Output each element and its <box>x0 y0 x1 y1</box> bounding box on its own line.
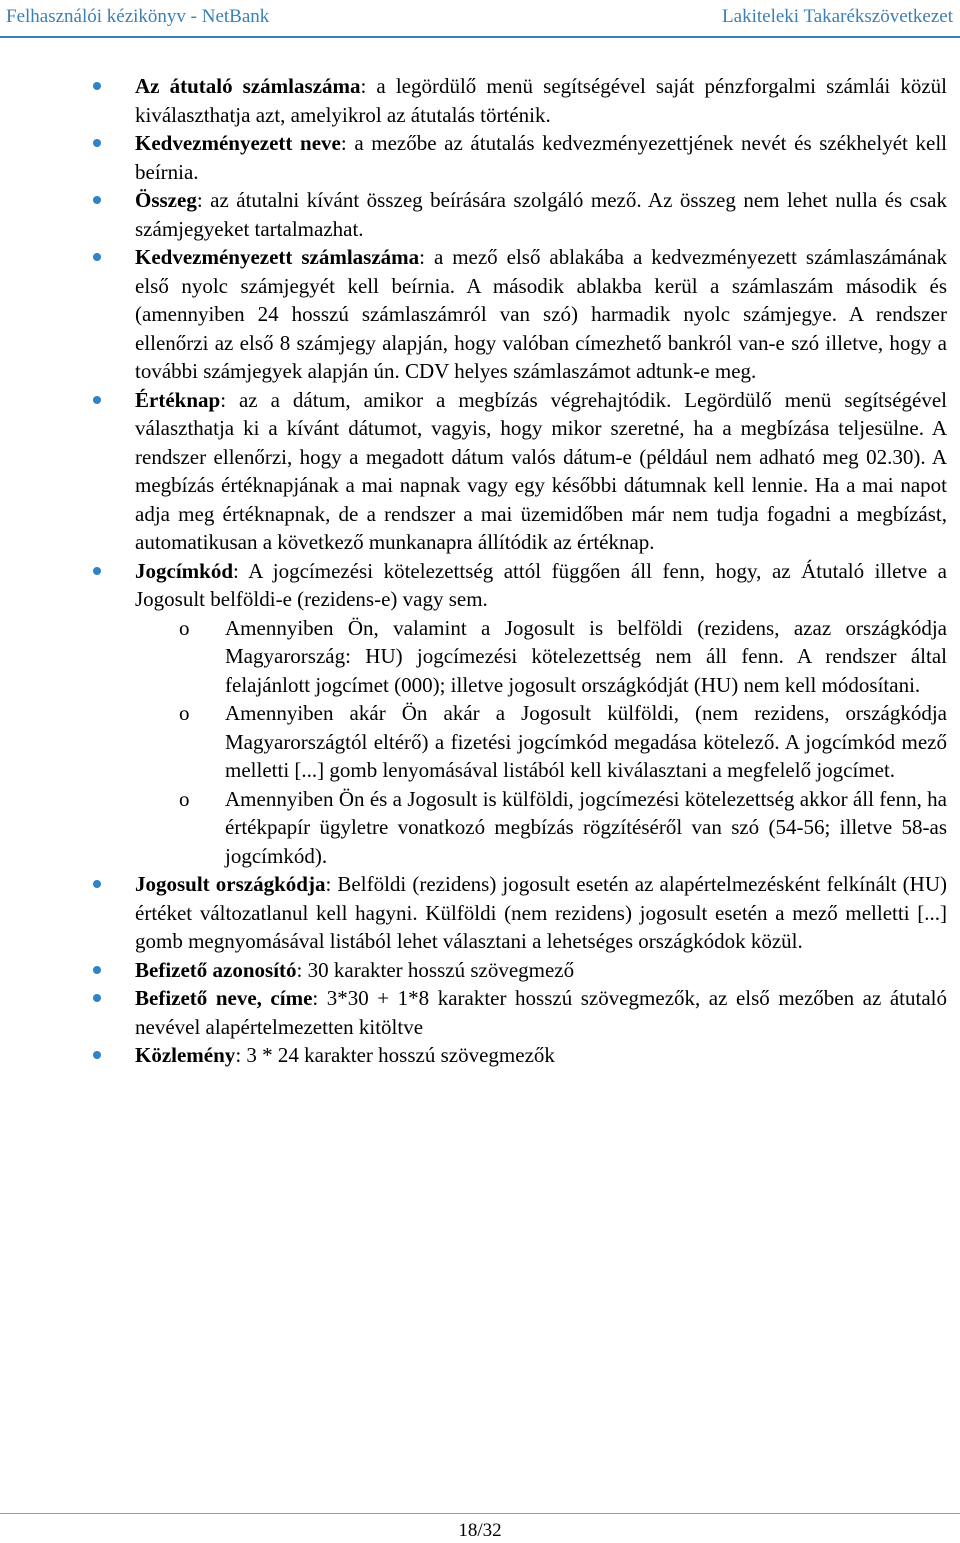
sub-item-text: Amennyiben akár Ön akár a Jogosult külföldi, (nem rezidens, országkódja Magyarországtól eltérő) a fizetési jogcímkód megadása kötelező. A jogcímkód mező melletti [...] gomb lenyomásával listából kell kiválasztani a megfelelő jogcímet. <box>225 701 947 782</box>
item-term: Kedvezményezett neve <box>135 131 341 155</box>
item-text: : 3 * 24 karakter hosszú szövegmezők <box>235 1043 555 1067</box>
bullet-icon <box>93 253 101 261</box>
list-item <box>135 557 947 614</box>
field-description-list <box>0 72 960 1070</box>
item-term: Kedvezményezett számlaszáma <box>135 245 420 269</box>
list-item <box>135 186 947 243</box>
list-item <box>135 984 947 1041</box>
bullet-icon <box>93 994 101 1002</box>
item-term: Az átutaló számlaszáma <box>135 74 361 98</box>
item-text: : Belföldi (rezidens) jogosult esetén az alapértelmezésként felkínált (HU) értéket változatlanul kell hagyni. Külföldi (nem rezidens) jogosult esetén a mező melletti [...] gomb megnyomásával listából lehet választani a lehetséges országkódok közül. <box>135 872 947 953</box>
item-term: Értéknap <box>135 387 221 412</box>
item-term: Összeg <box>135 188 197 212</box>
item-text: : a legördülő menü segítségével saját pénzforgalmi számlái közül kiválaszthatja azt, amelyikrol az átutalás történik. <box>135 74 947 127</box>
bullet-icon <box>93 567 101 575</box>
sub-item-marker: o <box>179 701 190 725</box>
page-header <box>0 0 960 34</box>
list-item <box>135 956 947 985</box>
bullet-icon <box>93 880 101 888</box>
list-item <box>135 72 947 129</box>
item-term: Befizető neve, címe <box>135 986 313 1010</box>
sub-list-item <box>179 614 947 700</box>
list-item <box>135 386 947 557</box>
item-text: : az a dátum, amikor a megbízás végrehajtódik. Legördülő menü segítségével választhatja ki a kívánt dátumot, vagyis, hogy mikor szeretné, ha a megbízása teljesülne. A rendszer ellenőrzi, hogy a megadott dátum valós dátum-e (például nem adható meg 02.30). A megbízás értéknapjának a mai napnak vagy egy későbbi dátumnak kell lennie. Ha a mai napot adja meg értéknapnak, de a rendszer a mai üzemidőben már nem tudja fogadni a megbízást, automatikusan a következő munkanapra állítódik az értéknap. <box>135 387 947 554</box>
list-item <box>135 1041 947 1070</box>
sub-list-item <box>179 785 947 871</box>
item-text: : a mező első ablakába a kedvezményezett számlaszámának első nyolc számjegyét kell beírnia. A második ablakba kerül a számlaszám második és (amennyiben 24 hosszú számlaszámról van szó) harmadik nyolc számjegye. A rendszer ellenőrzi az első 8 számjegy alapján, hogy valóban címezhető bankról van-e szó illetve, hogy a további számjegyek alapján ún. CDV helyes számlaszámot adtunk-e meg. <box>135 245 947 383</box>
list-item <box>135 870 947 956</box>
bullet-icon <box>93 82 101 90</box>
item-text: : 30 karakter hosszú szövegmező <box>296 957 575 982</box>
footer-divider <box>0 1513 960 1514</box>
item-text: : az átutalni kívánt összeg beírására szolgáló mező. Az összeg nem lehet nulla és csak számjegyeket tartalmazhat. <box>135 188 947 241</box>
list-item <box>135 243 947 386</box>
list-item <box>135 129 947 186</box>
bullet-icon <box>93 196 101 204</box>
bullet-icon <box>93 1051 101 1059</box>
item-text: : a mezőbe az átutalás kedvezményezettjének nevét és székhelyét kell beírnia. <box>135 131 947 184</box>
item-term: Befizető azonosító <box>135 957 297 982</box>
item-term: Közlemény <box>135 1043 236 1067</box>
bullet-icon <box>93 966 101 974</box>
sub-item-marker: o <box>179 615 190 640</box>
sub-item-marker: o <box>179 786 190 811</box>
item-term: Jogosult országkódja <box>135 872 326 896</box>
item-text: : A jogcímezési kötelezettség attól függően áll fenn, hogy, az Átutaló illetve a Jogosult belföldi-e (rezidens-e) vagy sem. <box>135 558 947 611</box>
header-bank-name: Lakiteleki Takarékszövetkezet <box>722 6 953 27</box>
bullet-icon <box>93 396 101 404</box>
sub-list-item <box>179 699 947 785</box>
page-number: 18/32 <box>458 1520 502 1541</box>
sub-item-text: Amennyiben Ön, valamint a Jogosult is belföldi (rezidens, azaz országkódja Magyarország: HU) jogcímezési kötelezettség nem áll fenn. A rendszer által felajánlott jogcímet (000); illetve jogosult országkódját (HU) nem kell módosítani. <box>225 615 947 697</box>
sub-item-text: Amennyiben Ön és a Jogosult is külföldi, jogcímezési kötelezettség akkor áll fenn, ha értékpapír ügyletre vonatkozó megbízás rögzítéséről van szó (54-56; illetve 58-as jogcímkód). <box>225 786 947 868</box>
header-divider <box>0 36 960 38</box>
header-manual-title: Felhasználói kézikönyv - NetBank <box>6 6 270 27</box>
item-term: Jogcímkód <box>135 558 234 583</box>
item-text: : 3*30 + 1*8 karakter hosszú szövegmezők, az első mezőben az átutaló nevével alapértelmezetten kitöltve <box>135 986 947 1039</box>
bullet-icon <box>93 139 101 147</box>
